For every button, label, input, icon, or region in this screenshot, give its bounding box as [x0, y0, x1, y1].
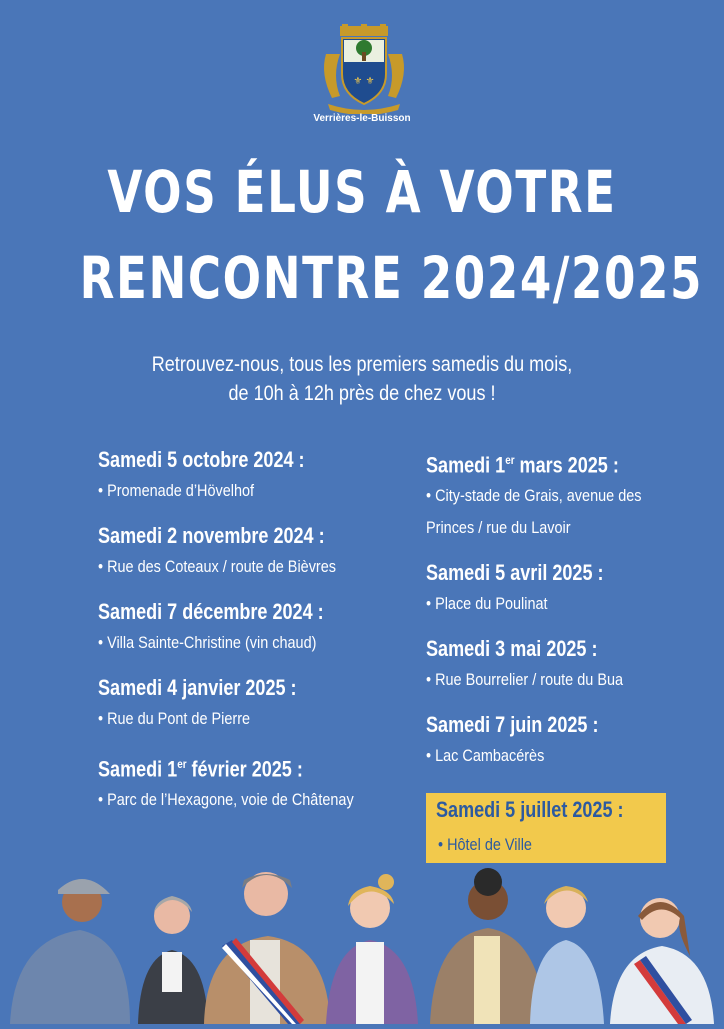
subtitle-line-1: Retrouvez-nous, tous les premiers samedis du mois, — [151, 353, 573, 376]
event-place: • Hôtel de Ville — [438, 835, 532, 854]
event-place: • Rue du Pont de Pierre — [98, 709, 251, 728]
event-item — [98, 597, 399, 659]
title-line-2: RENCONTRE 2024/2025 — [79, 244, 704, 312]
event-place: • Place du Poulinat — [426, 594, 548, 614]
event-item — [426, 634, 684, 696]
person-figure — [204, 872, 330, 1024]
event-date: Samedi 2 novembre 2024 : — [98, 523, 325, 548]
event-date: Samedi 7 juin 2025 : — [426, 712, 599, 738]
title-line-1: VOS ÉLUS À VOTRE — [107, 158, 617, 226]
person-figure — [138, 896, 208, 1024]
people-illustration — [0, 860, 724, 1024]
svg-text:⚜ ⚜: ⚜ ⚜ — [353, 76, 375, 87]
event-item — [98, 749, 399, 816]
schedule-right-column — [426, 445, 684, 786]
person-figure — [430, 868, 546, 1024]
person-figure — [10, 879, 130, 1024]
event-date-ordinal: er — [177, 757, 187, 771]
schedule-left-column — [98, 445, 399, 830]
event-date-prefix: Samedi 1 — [426, 452, 506, 478]
event-place: • City-stade de Grais, avenue des Princes / rue du Lavoir — [426, 486, 642, 538]
event-date-ordinal: er — [505, 453, 515, 467]
event-date-suffix: mars 2025 : — [514, 452, 619, 478]
event-date: Samedi 5 avril 2025 : — [426, 560, 604, 586]
subtitle — [51, 350, 674, 408]
event-place: • Promenade d’Hövelhof — [98, 481, 255, 500]
event-item — [98, 521, 399, 583]
event-date: Samedi 5 octobre 2024 : — [98, 447, 305, 472]
event-item — [98, 673, 399, 735]
town-name: Verrières-le-Buisson — [313, 113, 411, 124]
event-date: Samedi 7 décembre 2024 : — [98, 599, 324, 624]
event-item — [98, 445, 399, 507]
event-date: Samedi 5 juillet 2025 : — [436, 797, 624, 822]
event-date: Samedi 3 mai 2025 : — [426, 636, 598, 662]
town-crest-logo — [318, 24, 410, 114]
event-date — [98, 749, 303, 784]
event-item — [426, 710, 684, 772]
event-date — [426, 445, 619, 480]
event-date: Samedi 4 janvier 2025 : — [98, 675, 297, 700]
event-item — [426, 445, 684, 544]
highlighted-event — [426, 793, 666, 863]
person-figure — [610, 898, 714, 1024]
event-item — [426, 558, 684, 620]
person-figure — [326, 874, 418, 1024]
event-place: • Villa Sainte-Christine (vin chaud) — [98, 633, 317, 652]
event-place: • Lac Cambacérès — [426, 746, 545, 766]
event-place: • Rue des Coteaux / route de Bièvres — [98, 557, 336, 576]
person-figure — [530, 886, 604, 1024]
event-place: • Parc de l’Hexagone, voie de Châtenay — [98, 790, 354, 810]
subtitle-line-2: de 10h à 12h près de chez vous ! — [228, 382, 496, 405]
event-date-prefix: Samedi 1 — [98, 756, 178, 782]
event-date-suffix: février 2025 : — [186, 756, 303, 782]
event-place: • Rue Bourrelier / route du Bua — [426, 670, 624, 690]
